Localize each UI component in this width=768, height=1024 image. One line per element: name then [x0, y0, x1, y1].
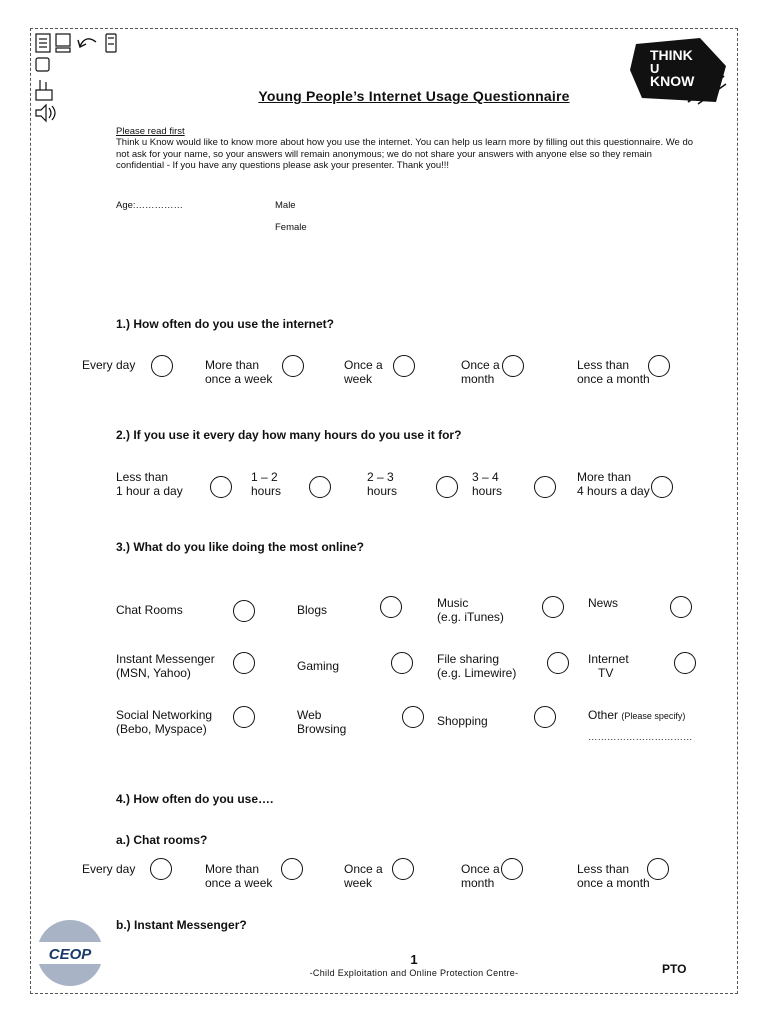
- q4a-radio-once-month[interactable]: [501, 858, 523, 880]
- q3-option-label: Music (e.g. iTunes): [437, 596, 504, 624]
- q2-radio-more-than-4[interactable]: [651, 476, 673, 498]
- q2-option-label: Less than 1 hour a day: [116, 470, 183, 498]
- q1-radio-every-day[interactable]: [151, 355, 173, 377]
- q3-option-label: Social Networking (Bebo, Myspace): [116, 708, 213, 736]
- q3-radio-file-sharing[interactable]: [547, 652, 569, 674]
- intro-heading: Please read first: [116, 126, 185, 137]
- undo-icon[interactable]: [78, 39, 96, 47]
- q4a-radio-less-than-month[interactable]: [647, 858, 669, 880]
- q1-option-label: Once a month: [461, 358, 500, 386]
- question-4b: b.) Instant Messenger?: [116, 918, 247, 932]
- q2-radio-1-2[interactable]: [309, 476, 331, 498]
- q3-option-label: Instant Messenger (MSN, Yahoo): [116, 652, 215, 680]
- q3-option-label: News: [588, 596, 619, 610]
- male-option[interactable]: Male: [275, 200, 296, 211]
- age-field[interactable]: Age:……………: [116, 200, 184, 211]
- q3-radio-gaming[interactable]: [391, 652, 413, 674]
- q3-radio-shopping[interactable]: [534, 706, 556, 728]
- logo-line-3: KNOW: [650, 73, 695, 89]
- page-border: [30, 28, 738, 994]
- q3-radio-music[interactable]: [542, 596, 564, 618]
- q3-radio-web-browsing[interactable]: [402, 706, 424, 728]
- q1-radio-once-week[interactable]: [393, 355, 415, 377]
- q4a-option-label: More than once a week: [205, 862, 273, 890]
- pto-label: PTO: [662, 962, 687, 976]
- q4a-option-label: Less than once a month: [577, 862, 650, 890]
- page-title: Young People’s Internet Usage Questionnaire: [258, 88, 570, 104]
- toolbar-icons: [34, 32, 124, 124]
- q3-radio-instant-messenger[interactable]: [233, 652, 255, 674]
- question-4a: a.) Chat rooms?: [116, 833, 208, 847]
- q4a-radio-once-week[interactable]: [392, 858, 414, 880]
- page-number: 1: [410, 952, 418, 967]
- q2-option-label: 2 – 3 hours: [367, 470, 398, 498]
- q3-option-label: Blogs: [297, 603, 328, 617]
- footer-org: -Child Exploitation and Online Protection Centre-: [309, 968, 519, 978]
- q3-option-label: Chat Rooms: [116, 603, 183, 617]
- q4a-option-label: Once a week: [344, 862, 383, 890]
- q1-radio-less-than-month[interactable]: [648, 355, 670, 377]
- q3-option-label: Shopping: [437, 714, 488, 728]
- q2-option-label: 1 – 2 hours: [251, 470, 282, 498]
- q1-radio-once-month[interactable]: [502, 355, 524, 377]
- q2-radio-2-3[interactable]: [436, 476, 458, 498]
- q3-other-label: Other (Please specify): [588, 708, 686, 722]
- speaker-icon[interactable]: [36, 105, 55, 121]
- q3-option-label: Gaming: [297, 659, 340, 673]
- q3-radio-chat-rooms[interactable]: [233, 600, 255, 622]
- q3-radio-internet-tv[interactable]: [674, 652, 696, 674]
- question-4: 4.) How often do you use….: [116, 792, 274, 806]
- q3-radio-blogs[interactable]: [380, 596, 402, 618]
- question-3: 3.) What do you like doing the most online?: [116, 540, 364, 554]
- logo-line-1: THINK: [650, 47, 693, 63]
- q2-radio-less-than-1[interactable]: [210, 476, 232, 498]
- q3-other-input[interactable]: ……………………………: [588, 732, 693, 743]
- intro-text: Think u Know would like to know more about how you use the internet. You can help us learn more by filling out this questionnaire. We do not ask for your name, so your answers will remain anonymous; we do not share your answers with anyone else so they remain confidential - If you have any questions please ask your presenter. Thank you!!!: [116, 137, 694, 171]
- q1-radio-more-than-week[interactable]: [282, 355, 304, 377]
- q1-option-label: More than once a week: [205, 358, 273, 386]
- q3-option-label: File sharing (e.g. Limewire): [437, 652, 517, 680]
- q2-option-label: 3 – 4 hours: [472, 470, 503, 498]
- q3-radio-social-networking[interactable]: [233, 706, 255, 728]
- document-icon[interactable]: [36, 34, 50, 52]
- q2-option-label: More than 4 hours a day: [577, 470, 650, 498]
- q1-option-label: Once a week: [344, 358, 383, 386]
- q4a-radio-more-than-week[interactable]: [281, 858, 303, 880]
- question-2: 2.) If you use it every day how many hours do you use it for?: [116, 428, 462, 442]
- q2-radio-3-4[interactable]: [534, 476, 556, 498]
- q4a-option-label: Once a month: [461, 862, 500, 890]
- computer-icon[interactable]: [56, 34, 70, 52]
- question-1: 1.) How often do you use the internet?: [116, 317, 335, 331]
- q1-option-label: Less than once a month: [577, 358, 650, 386]
- phone-icon[interactable]: [106, 34, 116, 52]
- window-icon[interactable]: [36, 58, 49, 71]
- ceop-logo-text: CEOP: [48, 946, 92, 963]
- q4a-option-label: Every day: [82, 862, 136, 876]
- q1-option-label: Every day: [82, 358, 136, 372]
- q3-option-label: Internet TV: [588, 652, 629, 680]
- logo-line-2: U: [650, 61, 660, 76]
- q3-radio-news[interactable]: [670, 596, 692, 618]
- q3-option-label: Web Browsing: [297, 708, 347, 736]
- female-option[interactable]: Female: [275, 222, 307, 233]
- q4a-radio-every-day[interactable]: [150, 858, 172, 880]
